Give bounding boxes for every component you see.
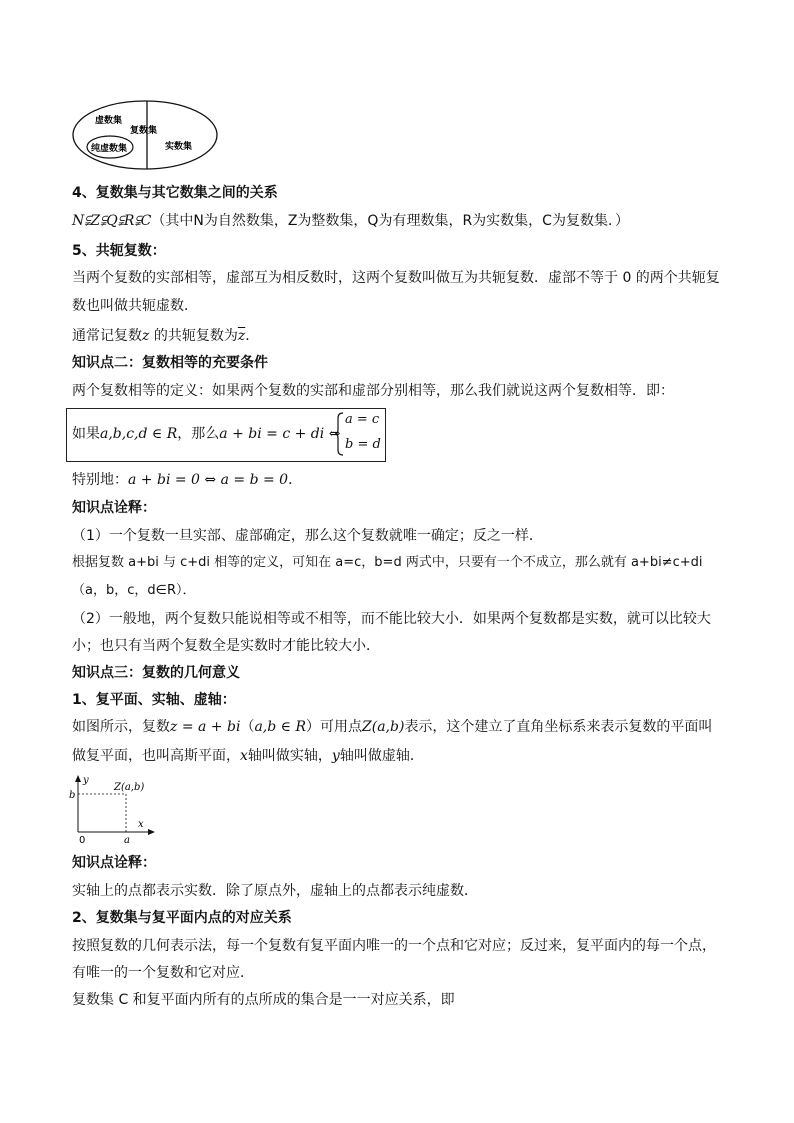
k3-note-p2-line2: 有唯一的一个复数和它对应． bbox=[72, 965, 254, 981]
x-axis-arrow bbox=[148, 829, 155, 835]
k3-heading: 知识点三：复数的几何意义 bbox=[72, 665, 240, 681]
k3-p1-d: 表示，这个建立了直角坐标系来表示复数的平面叫 bbox=[404, 719, 713, 735]
k2-note-heading: 知识点诠释： bbox=[72, 500, 156, 516]
equality-def: 两个复数相等的定义：如果两个复数的实部和虚部分别相等，那么我们就说这两个复数相等．即： bbox=[72, 383, 674, 399]
b-label: b bbox=[69, 790, 76, 801]
special-eq: a + bi = 0 ⇔ a = b = 0 bbox=[128, 472, 289, 488]
k3-p1 bbox=[72, 716, 712, 738]
real-set-label: 实数集 bbox=[165, 142, 193, 152]
set-chain-note: （其中N为自然数集，Z为整数集，Q为有理数集，R为实数集，C为复数集．） bbox=[151, 213, 629, 229]
k3-sub2: 2、复数集与复平面内点的对应关系 bbox=[72, 910, 292, 926]
set-chain: N⫋Z⫋Q⫋R⫋C bbox=[72, 213, 152, 229]
x-var: x bbox=[240, 748, 248, 764]
k3-p2-a: 做复平面，也叫高斯平面， bbox=[72, 748, 240, 764]
box-pre: 如果 bbox=[72, 426, 100, 442]
y-axis-arrow bbox=[75, 775, 81, 782]
system-eq-2: b = d bbox=[345, 437, 381, 452]
k2-note-p3-line2: 小；也只有当两个复数全是实数时才能比较大小． bbox=[72, 638, 380, 654]
box-vars: a,b,c,d ∈ R bbox=[100, 426, 178, 442]
number-set-diagram bbox=[70, 98, 220, 172]
conjugate-notation-mid: 的共轭复数为 bbox=[149, 328, 238, 344]
k3-p1-point: Z(a,b) bbox=[362, 719, 405, 735]
z-conjugate: $\overline{z}$ bbox=[237, 328, 246, 344]
box-eq: a + bi = c + di ⇔ bbox=[219, 426, 341, 442]
k3-p2-b: 轴叫做实轴， bbox=[247, 748, 332, 764]
k3-note-heading: 知识点诠释： bbox=[72, 855, 156, 871]
equality-box-text bbox=[72, 423, 340, 445]
k3-p1-eq: z = a + bi bbox=[170, 719, 241, 735]
k2-heading: 知识点二：复数相等的充要条件 bbox=[72, 355, 268, 371]
z-var: z bbox=[142, 328, 150, 344]
pure-imag-set-label: 纯虚数集 bbox=[91, 144, 128, 154]
k3-p2 bbox=[72, 745, 424, 767]
k3-p1-b: （ bbox=[240, 719, 255, 735]
k3-note-p3: 复数集 C 和复平面内所有的点所成的集合是一一对应关系，即 bbox=[72, 992, 455, 1008]
k3-p1-a: 如图所示，复数 bbox=[72, 719, 170, 735]
conjugate-notation-end: ． bbox=[245, 328, 260, 344]
k3-p2-c: 轴叫做虚轴． bbox=[339, 748, 424, 764]
system-brace bbox=[334, 412, 344, 456]
set-relation-line bbox=[72, 210, 629, 232]
k2-note-p2-line1: 根据复数 a+bi 与 c+di 相等的定义，可知在 a=c，b=d 两式中，只要有一个不成立，那么就有 a+bi≠c+di bbox=[72, 555, 703, 570]
special-pre: 特别地： bbox=[72, 472, 128, 488]
conjugate-def-line-2: 数也叫做共轭虚数． bbox=[72, 298, 198, 314]
section-4-heading: 4、复数集与其它数集之间的关系 bbox=[72, 185, 278, 201]
k2-note-p3-line1: （2）一般地，两个复数只能说相等或不相等，而不能比较大小．如果两个复数都是实数，就可以比较大 bbox=[72, 611, 711, 627]
point-z-label: Z(a,b) bbox=[114, 782, 145, 793]
conjugate-def-line-1: 当两个复数的实部相等，虚部互为相反数时，这两个复数叫做互为共轭复数．虚部不等于 0 的两个共轭复 bbox=[72, 270, 720, 286]
k3-sub1: 1、复平面、实轴、虚轴： bbox=[72, 692, 236, 708]
k3-p1-cond: a,b ∈ R bbox=[254, 719, 307, 735]
x-axis-label: x bbox=[138, 819, 144, 830]
conjugate-notation bbox=[72, 325, 259, 347]
box-mid: ，那么 bbox=[177, 426, 220, 442]
conjugate-notation-pre: 通常记复数 bbox=[72, 328, 142, 344]
complex-set-label: 复数集 bbox=[130, 126, 158, 136]
special-case bbox=[72, 469, 302, 491]
special-end: ． bbox=[288, 472, 303, 488]
k2-note-p1: （1）一个复数一旦实部、虚部确定，那么这个复数就唯一确定；反之一样． bbox=[72, 528, 543, 544]
complex-plane-figure bbox=[68, 772, 158, 844]
k3-note-p1: 实轴上的点都表示实数．除了原点外，虚轴上的点都表示纯虚数． bbox=[72, 883, 478, 899]
k3-note-p2-line1: 按照复数的几何表示法，每一个复数有复平面内唯一的一个点和它对应；反过来，复平面内的每一个点， bbox=[72, 938, 716, 954]
imag-set-label: 虚数集 bbox=[95, 116, 123, 126]
y-var: y bbox=[331, 748, 340, 764]
y-axis-label: y bbox=[83, 775, 89, 786]
a-label: a bbox=[124, 835, 130, 844]
system-eq-1: a = c bbox=[345, 412, 380, 427]
origin-label: 0 bbox=[79, 835, 86, 844]
k2-note-p2-line2: （a，b，c，d∈R）． bbox=[72, 583, 196, 598]
section-5-heading: 5、共轭复数： bbox=[72, 243, 166, 259]
k3-p1-c: ）可用点 bbox=[306, 719, 363, 735]
